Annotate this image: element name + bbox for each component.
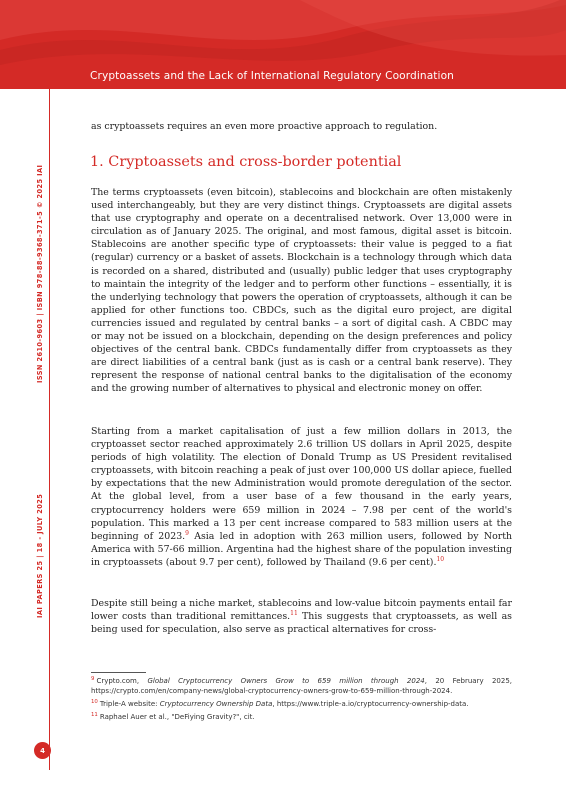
lead-paragraph: as cryptoassets requires an even more proactive approach to regulation. <box>91 121 438 132</box>
sidebar-copyright: © 2025 IAI <box>36 164 44 209</box>
footnote-number: 10 <box>91 698 98 705</box>
footnote-link[interactable]: , https://www.triple-a.io/cryptocurrency-ownership-data. <box>272 700 469 708</box>
paragraph-remittances <box>91 597 512 636</box>
footnote-number: 9 <box>91 675 95 682</box>
footnote-10 <box>91 699 512 709</box>
sidebar-issn-label <box>36 165 44 383</box>
paragraph-text <box>91 597 512 636</box>
footnote-number: 11 <box>91 711 98 718</box>
footnote-title: Cryptocurrency Ownership Data <box>159 700 273 708</box>
paragraph-text-a: Despite still being a niche market, stablecoins and low-value bitcoin payments entail far lower costs than traditional remittances. <box>91 598 512 623</box>
footnote-ref-10[interactable]: 10 <box>436 555 445 563</box>
running-header-title: Cryptoassets and the Lack of International Regulatory Coordination <box>90 70 454 82</box>
paragraph-definitions <box>91 186 512 396</box>
header-band <box>0 0 566 89</box>
footnote-text: Triple-A website: <box>99 700 160 708</box>
sidebar-issn: ISSN 2610-9603 | ISBN 978-88-9368-371-5 <box>36 210 44 383</box>
footnote-title: Global Cryptocurrency Owners Grow to 659 million through 2024 <box>147 677 425 685</box>
paragraph-text-b: Asia led in adoption with 263 million users, followed by North America with 57-66 million. Argentina had the highest share of the population investing in cryptoassets (about 9.7 per cent), followed by Thailand (9.6 per cent). <box>91 530 512 568</box>
paragraph-text: The terms cryptoassets (even bitcoin), stablecoins and blockchain are often mistakenly used interchangeably, but they are very distinct things. Cryptoassets are digital assets that use cryptography and operate on a decentralised network. Over 13,000 were in circulation as of January 2025. The original, and most famous, digital asset is bitcoin. Stablecoins are another specific type of cryptoassets: their value is pegged to a fiat (regular) currency or a basket of assets. Blockchain is a technology through which data is recorded on a shared, distributed and (usually) public ledger that uses cryptography to maintain the integrity of the ledger and to perform other functions – essentially, it is the underlying technology that powers the operation of cryptoassets, although it can be applied for other functions too. CBDCs, such as the digital euro project, are digital currencies issued and regulated by central banks – a sort of digital cash. A CBDC may or may not be issued on a blockchain, depending on the design preferences and policy objectives of the central bank. CBDCs fundamentally differ from cryptoassets as they are direct liabilities of a central bank (just as is cash or a central bank reserve). They represent the response of national central banks to the digitalisation of the economy and the growing number of alternatives to physical and electronic money on offer. <box>91 187 512 395</box>
footnote-text: Crypto.com, <box>96 677 148 685</box>
paragraph-text-b: This suggests that cryptoassets, as well as being used for speculation, also serve as practical alternatives for cross- <box>91 611 512 636</box>
footnote-11 <box>91 712 512 722</box>
sidebar-rule <box>49 89 50 770</box>
paragraph-text <box>91 425 512 569</box>
section-heading: 1. Cryptoassets and cross-border potential <box>90 154 402 170</box>
footnote-divider <box>91 672 146 673</box>
paragraph-text-a: Starting from a market capitalisation of just a few million dollars in 2013, the cryptoasset sector reached approximately 2.6 trillion US dollars in April 2025, despite periods of high volatility. The election of Donald Trump as US President revitalised cryptoassets, with bitcoin reaching a peak of just over 100,000 US dollar apiece, fuelled by expectations that the new Administration would promote deregulation of the sector. At the global level, from a user base of a few thousand in the early years, cryptocurrency holders were 659 million in 2024 – 7.98 per cent of the world's population. This marked a 13 per cent increase compared to 583 million users at the beginning of 2023. <box>91 426 512 542</box>
footnote-text: Raphael Auer et al., "DeFiying Gravity?", cit. <box>99 713 255 721</box>
footnote-ref-11[interactable]: 11 <box>290 609 298 617</box>
sidebar-series-label: IAI PAPERS 25 | 18 - JULY 2025 <box>36 493 44 618</box>
footnotes <box>91 676 512 725</box>
footnote-ref-9[interactable]: 9 <box>185 529 189 537</box>
page-number-badge: 4 <box>34 742 51 759</box>
footnote-9 <box>91 676 512 696</box>
footnote-link[interactable]: , 20 February 2025, https://crypto.com/en/company-news/global-cryptocurrency-owners-grow-to-659-million-through-2024. <box>91 677 512 695</box>
paragraph-market <box>91 425 512 569</box>
